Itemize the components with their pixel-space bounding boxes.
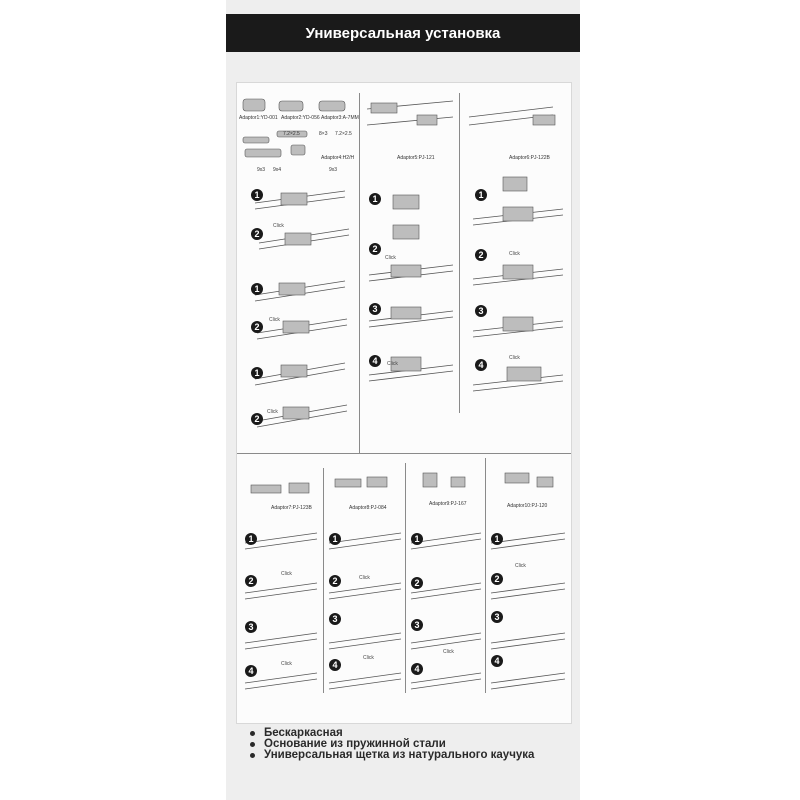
divider [359,93,360,453]
blade-drawing [245,183,355,443]
click-label: Click [363,655,374,661]
adaptor-label: Adaptor3:A-7MM [321,115,359,121]
feature-item [246,750,576,761]
step-number: 1 [251,189,263,201]
adaptor-label: Adaptor10:PJ-120 [507,503,548,509]
step-number: 4 [329,659,341,671]
step-number: 1 [491,533,503,545]
click-label: Click [443,649,454,655]
click-label: Click [509,251,520,257]
adaptor-label: Adaptor2:YD-056 [281,115,320,121]
step-number: 4 [411,663,423,675]
blade-drawing [463,95,569,395]
step-number: 3 [491,611,503,623]
click-label: Click [269,317,280,323]
step-number: 1 [251,283,263,295]
step-number: 3 [245,621,257,633]
divider [237,453,571,454]
step-number: 3 [475,305,487,317]
adaptor-label: Adaptor5:PJ-121 [397,155,435,161]
adaptor-parts-drawing [237,93,359,193]
click-label: Click [281,661,292,667]
step-number: 1 [369,193,381,205]
size-label: 8×3 [319,131,328,137]
step-number: 4 [475,359,487,371]
step-number: 2 [411,577,423,589]
size-label: 9x3 [257,167,266,173]
installation-diagram [236,82,572,724]
click-label: Click [273,223,284,229]
step-number: 2 [329,575,341,587]
divider [459,93,460,413]
click-label: Click [281,571,292,577]
adaptor-label: Adaptor8:PJ-084 [349,505,387,511]
step-number: 1 [245,533,257,545]
feature-text: Основание из пружинной стали [264,738,446,750]
click-label: Click [515,563,526,569]
size-label: 7.2×2.5 [335,131,352,137]
step-number: 2 [251,413,263,425]
step-number: 2 [245,575,257,587]
step-number: 4 [245,665,257,677]
step-number: 2 [369,243,381,255]
step-number: 1 [411,533,423,545]
size-label: 9x3 [329,167,338,173]
step-number: 3 [329,613,341,625]
adaptor-label: Adaptor1:YD-001 [239,115,278,121]
adaptor-label: Adaptor7:PJ-123B [271,505,312,511]
bullet-icon [250,742,255,747]
step-number: 2 [475,249,487,261]
click-label: Click [267,409,278,415]
step-number: 2 [251,228,263,240]
bullet-icon [250,753,255,758]
click-label: Click [509,355,520,361]
features-list [246,728,576,761]
step-number: 4 [491,655,503,667]
bullet-icon [250,731,255,736]
instruction-sheet [226,0,580,800]
size-label: 9x4 [273,167,282,173]
sheet-title: Универсальная установка [226,14,580,52]
click-label: Click [385,255,396,261]
size-label: 7.2×2.5 [283,131,300,137]
click-label: Click [387,361,398,367]
feature-text: Бескаркасная [264,727,343,739]
step-number: 1 [329,533,341,545]
step-number: 2 [251,321,263,333]
step-number: 1 [251,367,263,379]
click-label: Click [359,575,370,581]
feature-text: Универсальная щетка из натурального каучука [264,749,535,761]
step-number: 3 [411,619,423,631]
step-number: 2 [491,573,503,585]
adaptor-label: Adaptor9:PJ-167 [429,501,467,507]
step-number: 4 [369,355,381,367]
step-number: 1 [475,189,487,201]
adaptor-label: Adaptor6:PJ-122B [509,155,550,161]
step-number: 3 [369,303,381,315]
adaptor-label: Adaptor4:H2/H [321,155,355,161]
blade-drawing [237,463,571,693]
